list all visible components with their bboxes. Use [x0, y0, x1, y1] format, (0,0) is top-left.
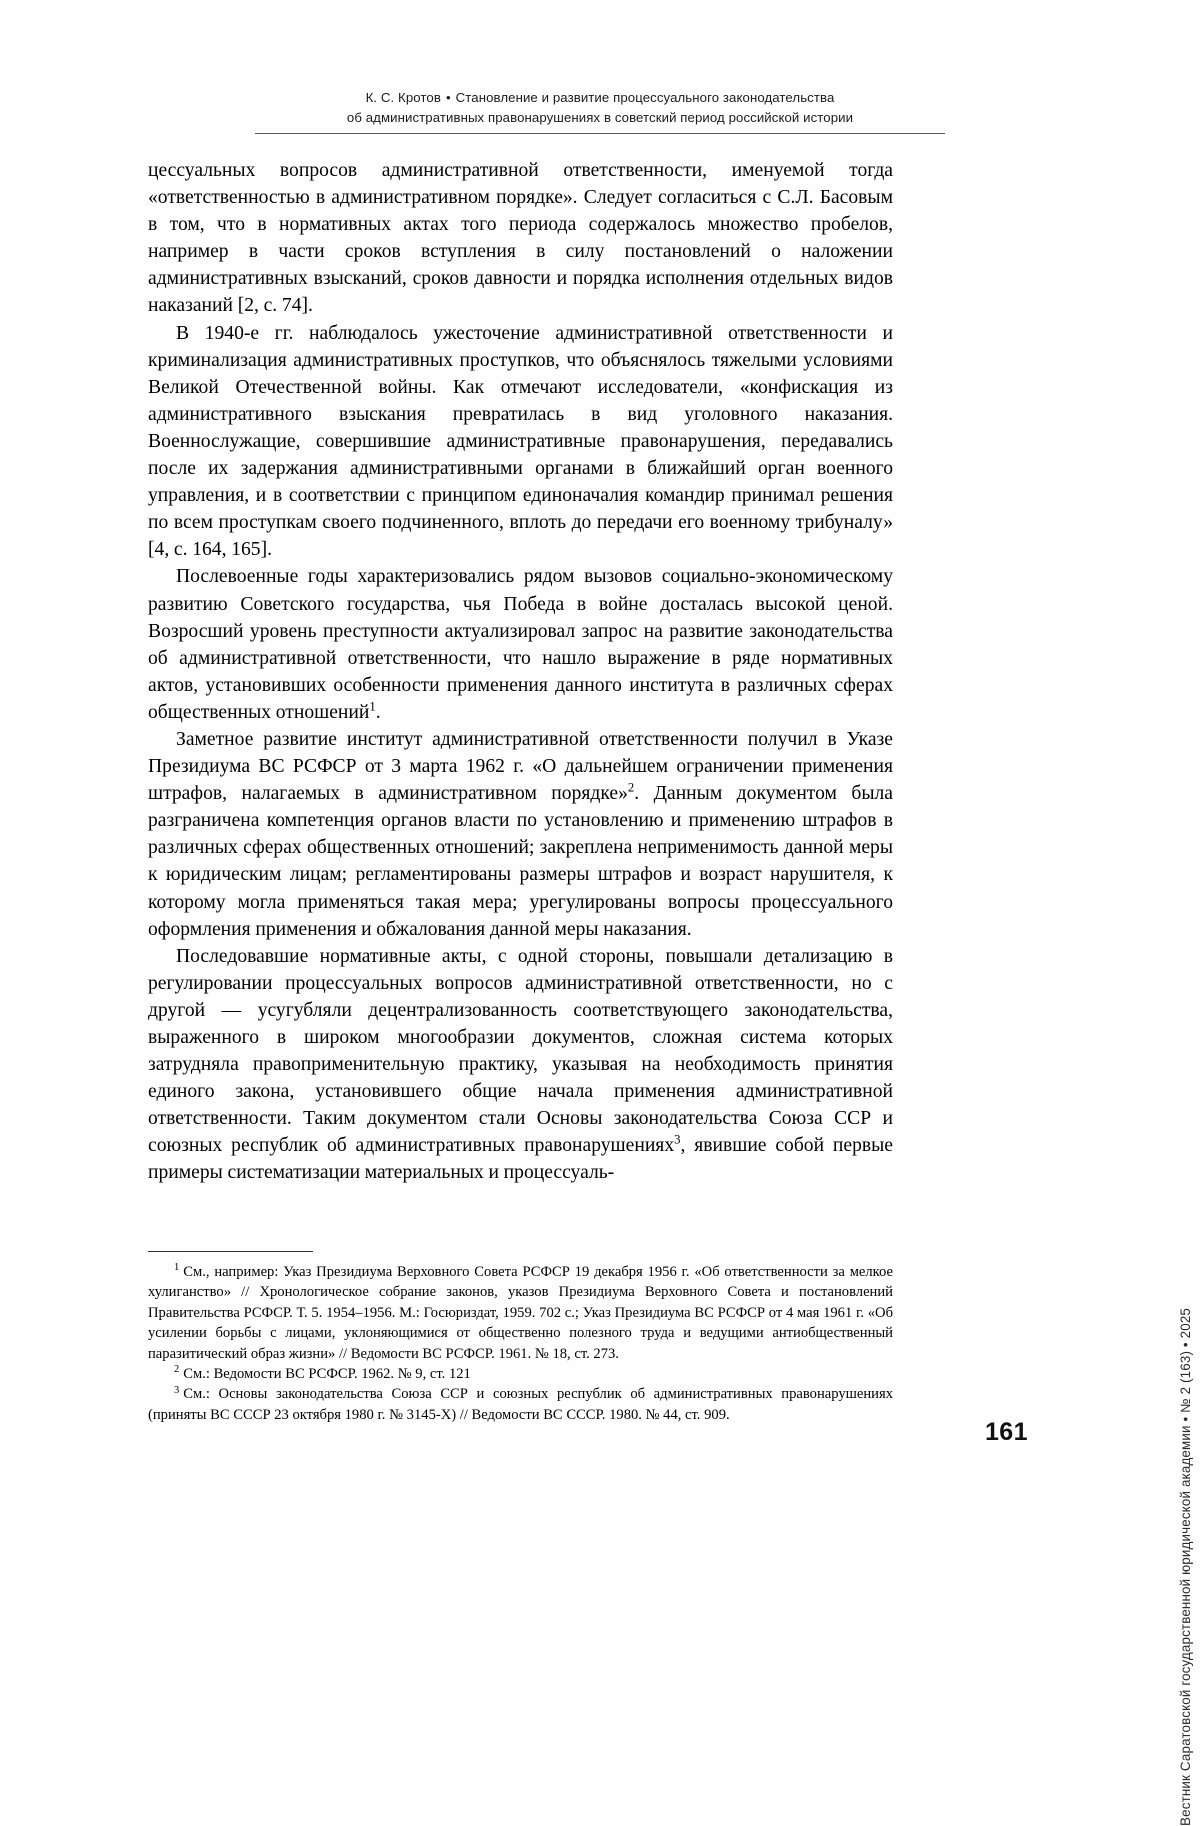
paragraph-3: [148, 563, 893, 726]
footnote-ref-1[interactable]: 1: [369, 699, 376, 714]
running-head-author: К. С. Кротов: [365, 90, 441, 105]
paragraph-4-text: Заметное развитие институт административной ответственности получил в Указе Президиума ВС РСФСР от 3 марта 1962 г. «О дальнейшем ограничении применения штрафов, налагаемых в административном порядке»: [148, 728, 893, 805]
paragraph-5-text: Последовавшие нормативные акты, с одной стороны, повышали детализацию в регулировании процессуальных вопросов административной ответственности, но с другой — усугубляли децентрализованность соответствующего законодательства, выраженного в широком многообразии документов, сложная система которых затрудняла правоприменительную практику, указывая на необходимость принятия единого закона, установившего общие начала применения административной ответственности. Таким документом стали Основы законодательства Союза ССР и союзных республик об административных правонарушениях: [148, 945, 893, 1157]
running-head-divider: [255, 133, 945, 134]
footnote-2: [148, 1364, 893, 1384]
running-head: [255, 88, 945, 129]
footnote-block: [148, 1262, 893, 1425]
paragraph-3-text: Послевоенные годы характеризовались рядом вызовов социально-экономическому развитию Советского государства, чья Победа в войне досталась высокой ценой. Возросший уровень преступности актуализировал запрос на развитие законодательства об административной ответственности, что нашло выражение в ряде нормативных актов, установивших особенности применения данного института в различных сферах общественных отношений: [148, 566, 893, 723]
paragraph-3-tail: .: [375, 701, 381, 723]
footnote-1-text: См., например: Указ Президиума Верховного Совета РСФСР 19 декабря 1956 г. «Об ответственности за мелкое хулиганство» // Хронологическое собрание законов, указов Президиума Верховного Совета и постановлений Правительства РСФСР. Т. 5. 1954–1956. М.: Госюриздат, 1959. 702 с.; Указ Президиума ВС РСФСР от 4 мая 1961 г. «Об усилении борьбы с лицами, уклоняющимися от общественно полезного труда и ведущими антиобщественный паразитический образ жизни» // Ведомости ВС РСФСР. 1961. № 18, ст. 273.: [148, 1264, 893, 1362]
running-head-title-line1: Становление и развитие процессуального законодательства: [455, 90, 835, 105]
footnote-2-text: См.: Ведомости ВС РСФСР. 1962. № 9, ст. 121: [183, 1366, 471, 1383]
footnote-1: [148, 1262, 893, 1364]
running-head-separator: •: [445, 90, 451, 105]
footnote-1-number: 1: [174, 1262, 180, 1274]
footnote-3: [148, 1384, 893, 1425]
footnote-ref-2[interactable]: 2: [627, 780, 635, 795]
footnote-3-number: 3: [174, 1384, 180, 1396]
footnote-3-text: См.: Основы законодательства Союза ССР и союзных республик об административных правонарушениях (приняты ВС СССР 23 октября 1980 г. № 3145-X) // Ведомости ВС СССР. 1980. № 44, ст. 909.: [148, 1386, 893, 1423]
page-number: 161: [985, 1418, 1028, 1446]
article-body: [148, 157, 893, 1187]
paragraph-5: [148, 943, 893, 1187]
paragraph-2: В 1940-е гг. наблюдалось ужесточение административной ответственности и криминализация административных проступков, что объяснялось тяжелыми условиями Великой Отечественной войны. Как отмечают исследователи, «конфискация из административного взыскания превратилась в вид уголовного наказания. Военнослужащие, совершившие административные правонарушения, передавались после их задержания административными органами в ближайший орган военного управления, и в соответствии с принципом единоначалия командир принимал решения по всем проступкам своего подчиненного, вплоть до передачи его военному трибуналу» [4, с. 164, 165].: [148, 322, 893, 561]
paragraph-4: [148, 726, 893, 943]
footnote-ref-3[interactable]: 3: [674, 1132, 681, 1147]
paragraph-5-tail: , явившие собой первые примеры систематизации материальных и процессуаль-: [148, 1135, 894, 1184]
running-head-title-line2: об административных правонарушениях в советский период российской истории: [346, 110, 854, 126]
footnote-2-number: 2: [174, 1364, 180, 1376]
journal-side-title: Вестник Саратовской государственной юридической академии • № 2 (163) • 2025: [1178, 1307, 1193, 1826]
paragraph-4-tail: . Данным документом была разграничена компетенция органов власти по установлению и применению штрафов в различных сферах общественных отношений; закреплена неприменимость данной меры к юридическим лицам; регламентированы размеры штрафов и возраст нарушителя, к которому могла применяться такая мера; урегулированы вопросы процессуального оформления применения и обжалования данной меры наказания.: [148, 783, 893, 940]
paragraph-1: цессуальных вопросов административной ответственности, именуемой тогда «ответственностью в административном порядке». Следует согласиться с С.Л. Басовым в том, что в нормативных актах того периода содержалось множество пробелов, например в части сроков вступления в силу постановлений о наложении административных взысканий, сроков давности и порядка исполнения отдельных видов наказаний [2, с. 74].: [148, 160, 893, 317]
footnote-divider: [148, 1251, 313, 1252]
